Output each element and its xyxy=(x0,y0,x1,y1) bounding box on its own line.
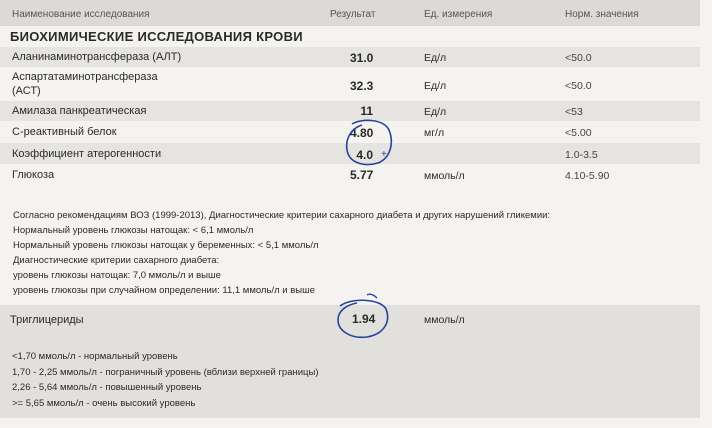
test-norm: 4.10-5.90 xyxy=(565,170,610,182)
test-value: 31.0 xyxy=(350,51,374,65)
test-value: 5.77 xyxy=(350,168,374,182)
handwritten-tick xyxy=(367,294,377,298)
test-norm: <50.0 xyxy=(565,80,592,92)
test-name: Глюкоза xyxy=(12,169,55,181)
header-norm: Норм. значения xyxy=(565,9,639,20)
handwritten-plus-mark: + xyxy=(381,149,387,160)
note-line: Согласно рекомендациям ВОЗ (1999-2013), Диагностические критерии сахарного диабета и других нарушений гликемии: xyxy=(13,210,551,221)
triglycerides-name: Триглицериды xyxy=(10,314,84,326)
test-name-cont: (АСТ) xyxy=(12,85,41,97)
header-name: Наименование исследования xyxy=(12,9,150,20)
note-line: Нормальный уровень глюкозы натощак у беременных: < 5,1 ммоль/л xyxy=(13,240,319,251)
handwritten-circle-triglycerides xyxy=(338,300,388,337)
test-name: Аланинаминотрансфераза (АЛТ) xyxy=(12,51,182,63)
test-norm: 1.0-3.5 xyxy=(565,149,598,161)
test-name: Аспартатаминотрансфераза xyxy=(12,71,158,83)
test-unit: Ед/л xyxy=(424,106,447,118)
test-value: 4.0 xyxy=(356,148,373,162)
triglycerides-value: 1.94 xyxy=(352,312,376,326)
test-unit: Ед/л xyxy=(424,80,447,92)
test-name: Амилаза панкреатическая xyxy=(12,105,147,117)
note-line: Нормальный уровень глюкозы натощак: < 6,1 ммоль/л xyxy=(13,225,254,236)
header-result: Результат xyxy=(330,9,376,20)
section-title: БИОХИМИЧЕСКИЕ ИССЛЕДОВАНИЯ КРОВИ xyxy=(10,29,303,44)
test-norm: <53 xyxy=(565,106,583,118)
test-name: С-реактивный белок xyxy=(12,126,117,138)
test-unit: ммоль/л xyxy=(424,170,465,182)
test-unit: мг/л xyxy=(424,127,445,139)
header-unit: Ед. измерения xyxy=(424,9,493,20)
level-line: 2,26 - 5,64 ммоль/л - повышенный уровень xyxy=(12,382,202,393)
note-line: уровень глюкозы при случайном определении: 11,1 ммоль/л и выше xyxy=(13,285,315,296)
triglycerides-unit: ммоль/л xyxy=(424,314,465,326)
test-value: 11 xyxy=(360,104,373,118)
note-line: уровень глюкозы натощак: 7,0 ммоль/л и выше xyxy=(13,270,221,281)
test-norm: <5.00 xyxy=(565,127,592,139)
level-line: 1,70 - 2,25 ммоль/л - пограничный уровень (вблизи верхней границы) xyxy=(12,367,319,378)
test-value: 4.80 xyxy=(350,126,374,140)
level-line: >= 5,65 ммоль/л - очень высокий уровень xyxy=(12,398,196,409)
note-line: Диагностические критерии сахарного диабета: xyxy=(13,255,220,266)
level-line: <1,70 ммоль/л - нормальный уровень xyxy=(12,351,178,362)
test-value: 32.3 xyxy=(350,79,374,93)
test-norm: <50.0 xyxy=(565,52,592,64)
test-name: Коэффициент атерогенности xyxy=(12,148,162,160)
test-unit: Ед/л xyxy=(424,52,447,64)
